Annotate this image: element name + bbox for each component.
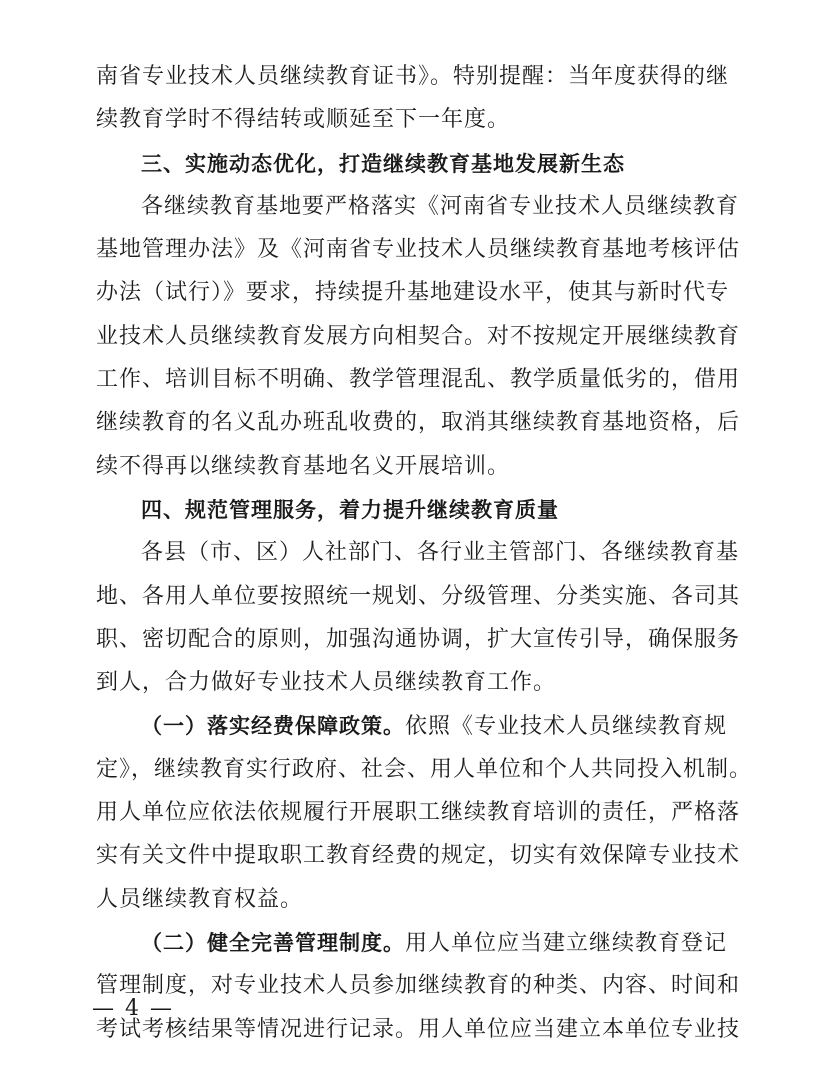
paragraph-line: 基地管理办法》及《河南省专业技术人员继续教育基地考核评估	[96, 237, 741, 263]
section-heading-3: 三、实施动态优化，打造继续教育基地发展新生态	[141, 151, 625, 176]
subsection-line	[96, 711, 730, 741]
subsection-title-1: （一）落实经费保障政策。	[141, 714, 405, 739]
paragraph-line: 地、各用人单位要按照统一规划、分级管理、分类实施、各司其	[96, 583, 741, 609]
subsection-title-2: （二）健全完善管理制度。	[141, 930, 405, 955]
paragraph-line: 人员继续教育权益。	[96, 886, 304, 912]
page-number: — 4 —	[92, 996, 174, 1021]
paragraph-line: 考试考核结果等情况进行记录。用人单位应当建立本单位专业技	[96, 1016, 741, 1042]
document-body	[96, 62, 753, 1058]
paragraph-line: 用人单位应依法依规履行开展职工继续教育培训的责任，严格落	[96, 800, 741, 826]
paragraph-line: 工作、培训目标不明确、教学管理混乱、教学质量低劣的，借用	[96, 367, 741, 393]
paragraph-line: 继续教育的名义乱办班乱收费的，取消其继续教育基地资格，后	[96, 410, 741, 436]
paragraph-line: 业技术人员继续教育发展方向相契合。对不按规定开展继续教育	[96, 323, 741, 349]
subsection-line	[96, 928, 730, 958]
paragraph-line: 各继续教育基地要严格落实《河南省专业技术人员继续教育	[141, 193, 740, 219]
paragraph-line: 实有关文件中提取职工教育经费的规定，切实有效保障专业技术	[96, 843, 741, 869]
paragraph-line: 到人，合力做好专业技术人员继续教育工作。	[96, 670, 557, 696]
subsection-text: 用人单位应当建立继续教育登记	[405, 930, 728, 956]
paragraph-line: 续不得再以继续教育基地名义开展培训。	[96, 453, 511, 479]
paragraph-line: 各县（市、区）人社部门、各行业主管部门、各继续教育基	[141, 540, 740, 566]
paragraph-line: 职、密切配合的原则，加强沟通协调，扩大宣传引导，确保服务	[96, 626, 741, 652]
section-heading-4: 四、规范管理服务，着力提升继续教育质量	[141, 497, 559, 522]
paragraph-line: 定》，继续教育实行政府、社会、用人单位和个人共同投入机制。	[96, 756, 753, 782]
paragraph-line: 续教育学时不得结转或顺延至下一年度。	[96, 107, 511, 133]
paragraph-line: 管理制度，对专业技术人员参加继续教育的种类、内容、时间和	[96, 973, 741, 999]
subsection-text: 依照《专业技术人员继续教育规	[405, 714, 728, 740]
paragraph-line: 办法（试行）》要求，持续提升基地建设水平，使其与新时代专	[96, 280, 730, 306]
paragraph-line: 南省专业技术人员继续教育证书》。特别提醒：当年度获得的继	[96, 64, 730, 89]
